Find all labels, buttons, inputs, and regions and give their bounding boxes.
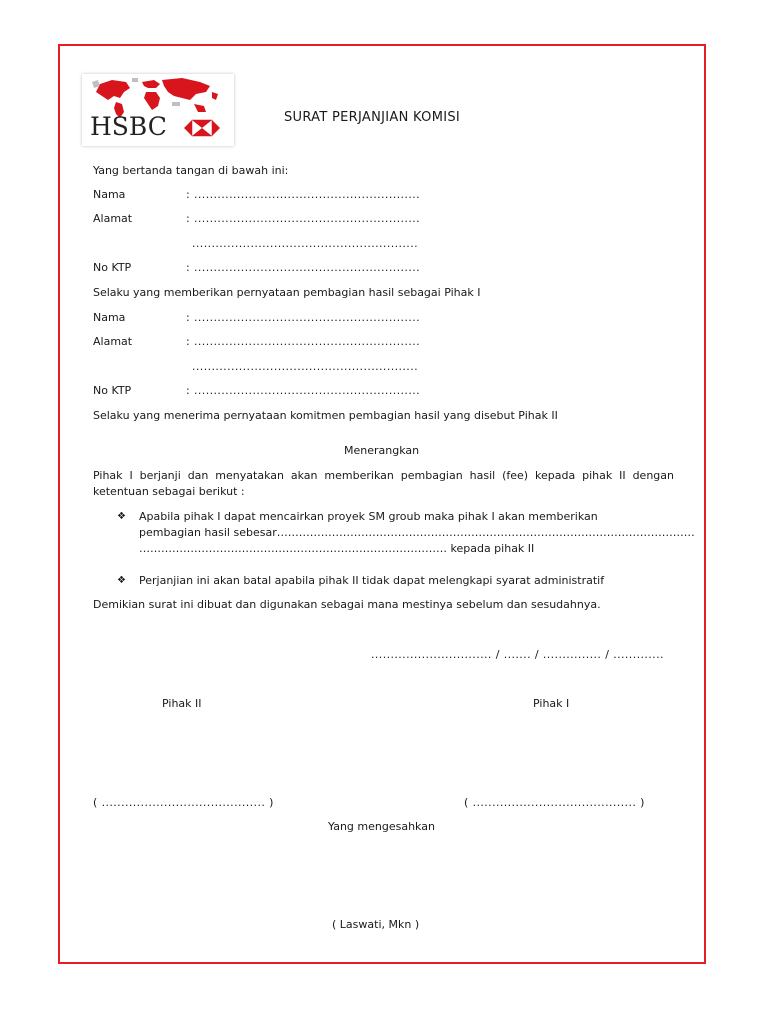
party1-ktp-field: : .......................................................... [186, 261, 421, 274]
bullet-2-text: Perjanjian ini akan batal apabila pihak II tidak dapat melengkapi syarat administratif [139, 574, 605, 587]
party2-ktp-label: No KTP [93, 384, 132, 397]
bullet-1-line-1: Apabila pihak I dapat mencairkan proyek SM groub maka pihak I akan memberikan [139, 510, 598, 523]
party1-alamat-label: Alamat [93, 212, 133, 225]
party2-alamat-field: : .......................................................... [186, 335, 421, 348]
bullet-1-icon: ❖ [117, 511, 126, 522]
closing-text: Demikian surat ini dibuat dan digunakan sebagai mana mestinya sebelum dan sesudahnya. [93, 598, 601, 611]
hsbc-logo-graphic [82, 74, 234, 146]
signature-label-pihak-1: Pihak I [533, 697, 570, 710]
bullet-1-line-3: ………………………………………………………………………… kepada pihak II [139, 542, 535, 555]
party1-alamat-field-2: .......................................................... [192, 237, 419, 250]
document-title: SURAT PERJANJIAN KOMISI [284, 110, 461, 125]
signature-blank-pihak-1: ( .......................................... ) [464, 796, 645, 809]
signature-blank-pihak-2: ( .......................................... ) [93, 796, 274, 809]
party2-alamat-label: Alamat [93, 335, 133, 348]
party1-ktp-label: No KTP [93, 261, 132, 274]
party1-nama-label: Nama [93, 188, 126, 201]
agreement-paragraph: Pihak I berjanji dan menyatakan akan memberikan pembagian hasil (fee) kepada pihak II dengan ketentuan sebagai berikut : [93, 469, 674, 498]
party1-nama-field: : .......................................................... [186, 188, 421, 201]
party2-alamat-field-2: .......................................................... [192, 360, 419, 373]
party2-role-text: Selaku yang menerima pernyataan komitmen pembagian hasil yang disebut Pihak II [93, 409, 558, 422]
logo-wordmark: HSBC [90, 112, 167, 141]
bullet-1-line-2: pembagian hasil sebesar…………………………………………………………………………………………………… [139, 526, 695, 539]
bullet-2-icon: ❖ [117, 575, 126, 586]
party2-nama-label: Nama [93, 311, 126, 324]
witness-label: Yang mengesahkan [328, 820, 435, 833]
witness-name: ( Laswati, Mkn ) [332, 918, 420, 931]
party2-nama-field: : .......................................................... [186, 311, 421, 324]
party1-role-text: Selaku yang memberikan pernyataan pembagian hasil sebagai Pihak I [93, 286, 481, 299]
hsbc-logo [82, 74, 234, 146]
party2-ktp-field: : .......................................................... [186, 384, 421, 397]
intro-text: Yang bertanda tangan di bawah ini: [93, 164, 289, 177]
section-heading: Menerangkan [344, 444, 420, 457]
date-line: ............................... / ....... / ............... / ............. [371, 648, 664, 661]
party1-alamat-field: : .......................................................... [186, 212, 421, 225]
signature-label-pihak-2: Pihak II [162, 697, 202, 710]
